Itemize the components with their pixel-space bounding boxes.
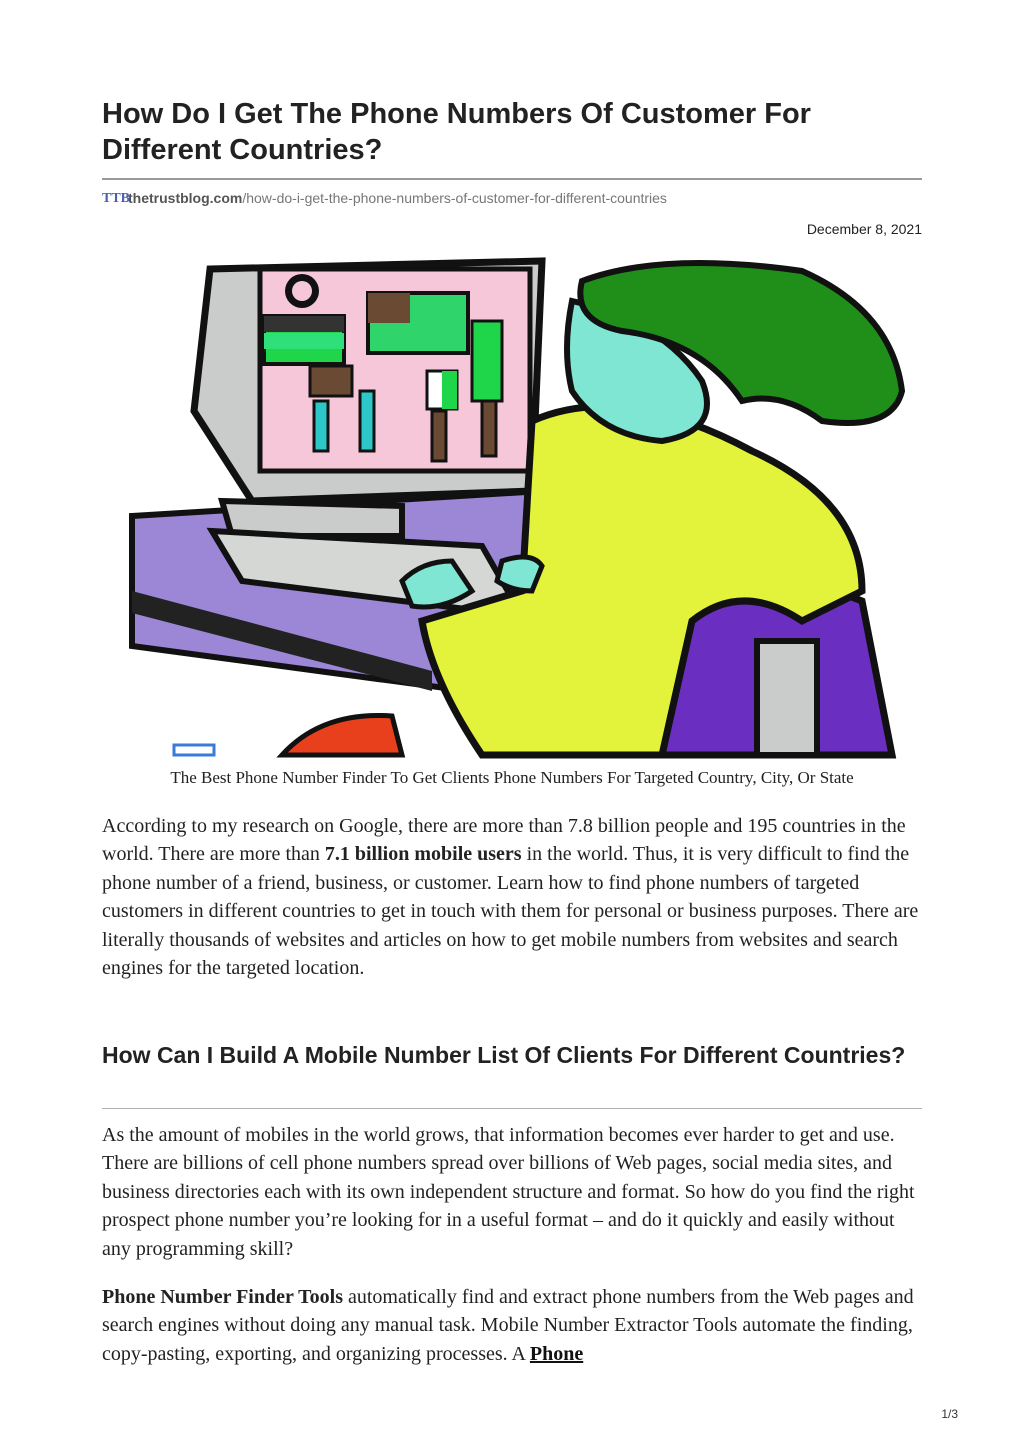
paragraph-1 xyxy=(102,812,924,982)
paragraph-3 xyxy=(102,1283,924,1368)
source-line[interactable] xyxy=(102,189,922,209)
title-divider xyxy=(102,178,922,180)
paragraph-1-text-a: According to my research on Google, there are more than 7.8 billion people and 195 countries in the world. There are more than xyxy=(102,815,906,866)
section-heading: How Can I Build A Mobile Number List Of Clients For Different Countries? xyxy=(102,1042,906,1068)
section-divider xyxy=(102,1108,922,1109)
paragraph-3-text: automatically find and extract phone numbers from the Web pages and search engines without doing any manual task. Mobile Number Extractor Tools automate the finding, copy-pasting, exporting, and organizing processes. A xyxy=(102,1286,914,1365)
page-number: 1/3 xyxy=(941,1407,958,1421)
paragraph-1-bold: 7.1 billion mobile users xyxy=(324,843,522,866)
site-logo-icon xyxy=(102,189,131,209)
publish-date: December 8, 2021 xyxy=(806,221,922,237)
phone-link[interactable]: Phone xyxy=(529,1342,584,1365)
source-domain[interactable]: thetrustblog.com xyxy=(128,190,243,206)
hero-illustration xyxy=(102,261,922,755)
paragraph-3-bold: Phone Number Finder Tools xyxy=(102,1286,343,1308)
svg-text:TTB: TTB xyxy=(102,191,131,206)
source-path[interactable]: /how-do-i-get-the-phone-numbers-of-customer-for-different-countries xyxy=(242,190,667,206)
image-caption: The Best Phone Number Finder To Get Clients Phone Numbers For Targeted Country, City, Or State xyxy=(170,768,854,787)
paragraph-1-text-b: in the world. Thus, it is very difficult to find the phone number of a friend, business, or customer. Learn how to find phone numbers of targeted customers in different countries to get in touch with them for personal or business purposes. There are literally thousands of websites and articles on how to get mobile numbers from websites and search engines for the targeted location. xyxy=(102,843,919,980)
paragraph-2: As the amount of mobiles in the world grows, that information becomes ever harder to get and use. There are billions of cell phone numbers spread over billions of Web pages, social media sites, and business directories each with its own independent structure and format. So how do you find the right prospect phone number you’re looking for in a useful format – and do it quickly and easily without any programming skill? xyxy=(102,1124,915,1260)
article-title: How Do I Get The Phone Numbers Of Customer For Different Countries? xyxy=(102,98,811,166)
